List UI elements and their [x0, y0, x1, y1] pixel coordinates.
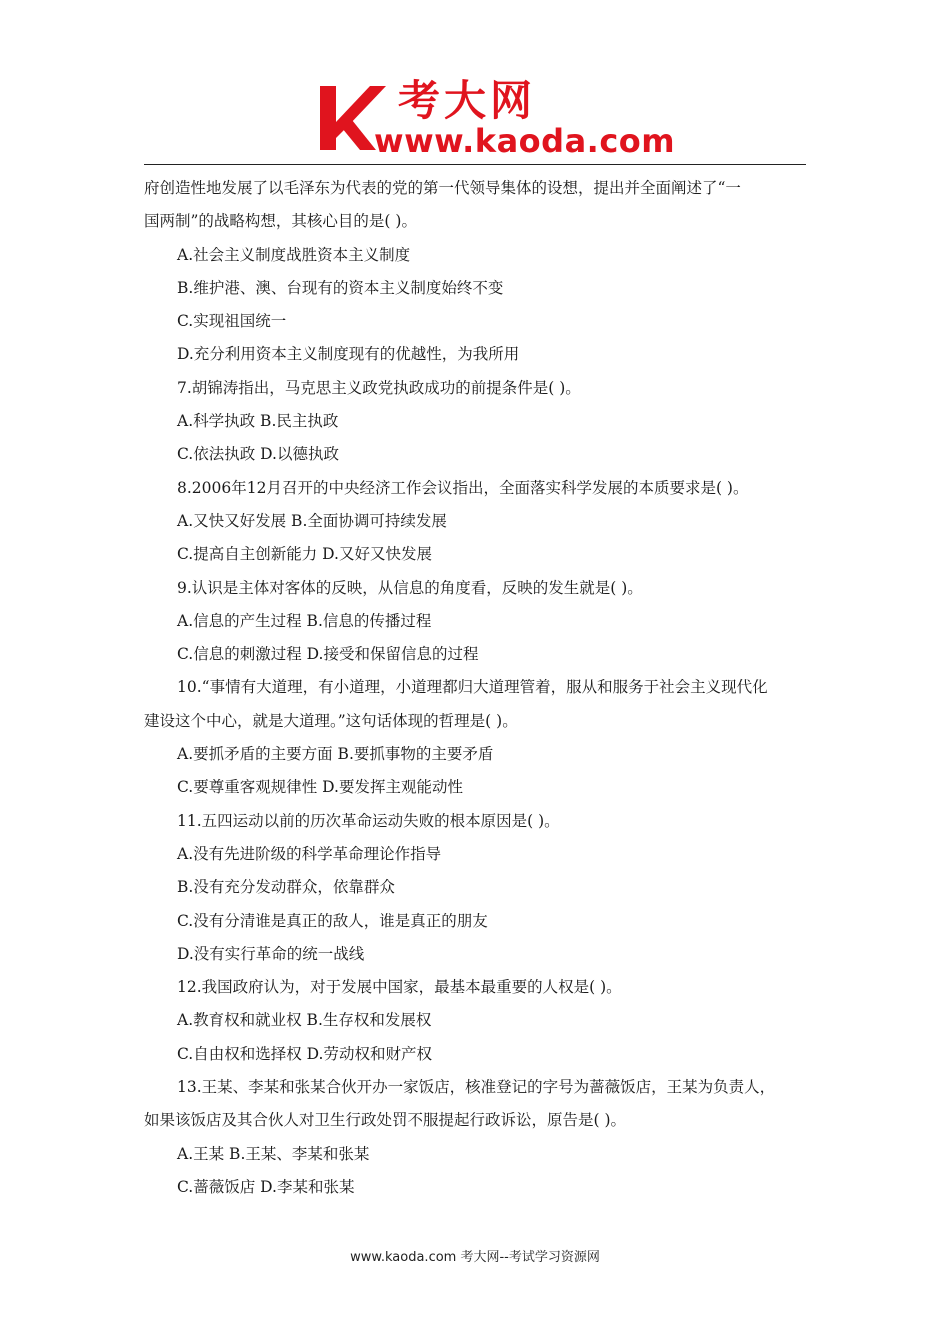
text-line: D.充分利用资本主义制度现有的优越性，为我所用: [177, 345, 520, 364]
text-line: A.社会主义制度战胜资本主义制度: [177, 245, 411, 264]
text-line: C.提高自主创新能力 D.又好又快发展: [177, 545, 432, 564]
text-line: A.王某 B.王某、李某和张某: [177, 1144, 370, 1163]
text-line: 如果该饭店及其合伙人对卫生行政处罚不服提起行政诉讼，原告是( )。: [144, 1111, 627, 1130]
text-line: C.自由权和选择权 D.劳动权和财产权: [177, 1044, 432, 1063]
logo-url-text: www.kaoda.com: [374, 122, 676, 160]
text-line: C.蔷薇饭店 D.李某和张某: [177, 1177, 355, 1196]
text-line: 13.王某、李某和张某合伙开办一家饭店，核准登记的字号为蔷薇饭店，王某为负责人，: [177, 1078, 776, 1097]
text-line: 国两制”的战略构想，其核心目的是( )。: [144, 212, 417, 231]
text-line: A.信息的产生过程 B.信息的传播过程: [177, 611, 432, 630]
text-line: 10.“事情有大道理，有小道理，小道理都归大道理管着，服从和服务于社会主义现代化: [177, 678, 768, 697]
text-line: A.科学执政 B.民主执政: [177, 412, 339, 431]
text-line: 府创造性地发展了以毛泽东为代表的党的第一代领导集体的设想，提出并全面阐述了“一: [144, 179, 741, 197]
header-divider: [144, 164, 806, 165]
text-line: 8.2006年12月召开的中央经济工作会议指出，全面落实科学发展的本质要求是( )。: [177, 478, 749, 497]
site-logo: [318, 76, 676, 160]
text-line: C.实现祖国统一: [177, 312, 287, 331]
text-line: B.没有充分发动群众，依靠群众: [177, 878, 395, 897]
text-line: C.没有分清谁是真正的敌人，谁是真正的朋友: [177, 911, 488, 930]
text-line: 建设这个中心，就是大道理。”这句话体现的哲理是( )。: [144, 711, 518, 730]
text-line: A.又快又好发展 B.全面协调可持续发展: [177, 511, 447, 530]
text-line: A.教育权和就业权 B.生存权和发展权: [177, 1011, 432, 1030]
document-body: [144, 172, 808, 1204]
logo-chinese-text: 考大网: [398, 76, 537, 125]
text-line: 9.认识是主体对客体的反映，从信息的角度看，反映的发生就是( )。: [177, 578, 643, 597]
text-line: D.没有实行革命的统一战线: [177, 944, 365, 963]
text-line: A.没有先进阶级的科学革命理论作指导: [177, 844, 442, 863]
text-line: 11.五四运动以前的历次革命运动失败的根本原因是( )。: [177, 811, 560, 830]
text-line: C.要尊重客观规律性 D.要发挥主观能动性: [177, 778, 463, 797]
text-line: C.信息的刺激过程 D.接受和保留信息的过程: [177, 645, 479, 664]
text-line: C.依法执政 D.以德执政: [177, 445, 339, 464]
text-line: A.要抓矛盾的主要方面 B.要抓事物的主要矛盾: [177, 745, 494, 764]
page-footer: www.kaoda.com 考大网--考试学习资源网: [350, 1250, 600, 1265]
text-line: B.维护港、澳、台现有的资本主义制度始终不变: [177, 278, 504, 297]
text-line: 7.胡锦涛指出，马克思主义政党执政成功的前提条件是( )。: [177, 378, 581, 397]
text-line: 12.我国政府认为，对于发展中国家，最基本最重要的人权是( )。: [177, 978, 622, 997]
